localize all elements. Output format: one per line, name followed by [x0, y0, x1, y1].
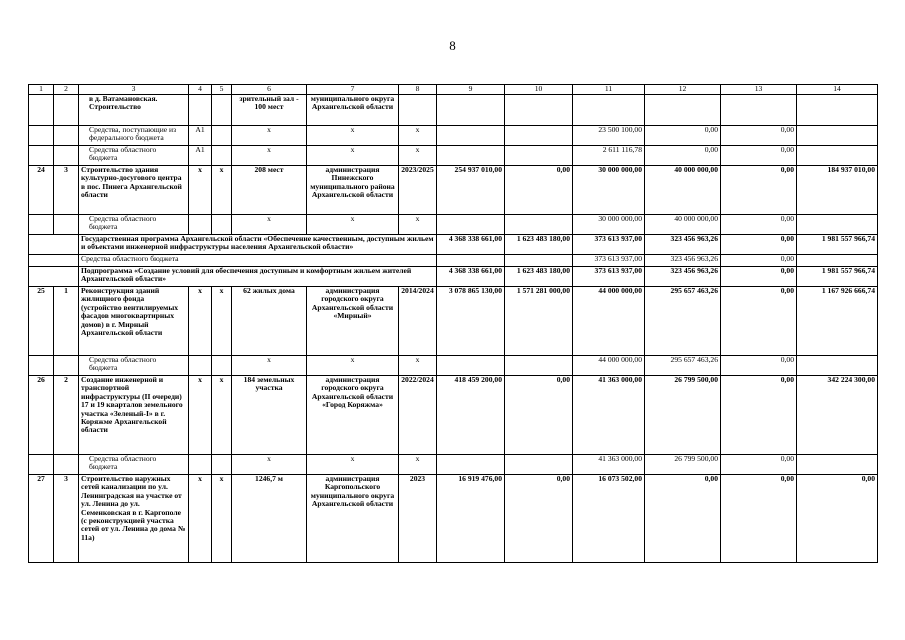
- remaining-cost: [797, 126, 878, 146]
- item-name: Средства областного бюджета: [79, 146, 189, 166]
- period: х: [399, 356, 437, 376]
- year-2023: 41 363 000,00: [573, 455, 645, 475]
- customer: х: [307, 356, 399, 376]
- capacity: зрительный зал - 100 мест: [232, 95, 307, 126]
- row-number: [29, 146, 54, 166]
- year-2025: 0,00: [721, 455, 797, 475]
- row-number: [29, 356, 54, 376]
- empty-cell: [29, 267, 79, 287]
- year-2025: 0,00: [721, 146, 797, 166]
- year-2023: 44 000 000,00: [573, 287, 645, 356]
- table-row: [29, 475, 878, 563]
- item-number: [54, 215, 79, 235]
- summary-title: Средства областного бюджета: [79, 255, 437, 267]
- period: 2022/2024: [399, 376, 437, 455]
- period: х: [399, 215, 437, 235]
- total-cost: [437, 126, 505, 146]
- total-cost: 4 368 338 661,00: [437, 267, 505, 287]
- year-2024: 295 657 463,26: [645, 287, 721, 356]
- customer: администрация Пинежского муниципального района Архангельской области: [307, 166, 399, 215]
- year-2024: 26 799 500,00: [645, 455, 721, 475]
- year-2024: 323 456 963,26: [645, 235, 721, 255]
- row-number: [29, 215, 54, 235]
- column-number: 12: [645, 85, 721, 95]
- column-number: 9: [437, 85, 505, 95]
- col-5: [212, 356, 232, 376]
- funding-code: А1: [189, 146, 212, 166]
- year-2023: 2 611 116,78: [573, 146, 645, 166]
- year-2025: 0,00: [721, 267, 797, 287]
- column-number: 13: [721, 85, 797, 95]
- year-2024: 323 456 963,26: [645, 255, 721, 267]
- funding-code: х: [189, 475, 212, 563]
- year-2024: 0,00: [645, 126, 721, 146]
- capacity: х: [232, 215, 307, 235]
- item-name: Строительство наружных сетей канализации по ул. Ленинградская на участке от ул. Ленина до ул. Семенковская в г. Каргополе (с реконструкцией участка сетей от ул. Ленина до дома № 11а): [79, 475, 189, 563]
- col-5: х: [212, 166, 232, 215]
- remaining-cost: [797, 215, 878, 235]
- year-2025: 0,00: [721, 255, 797, 267]
- year-2023: 30 000 000,00: [573, 215, 645, 235]
- funding-code: х: [189, 166, 212, 215]
- row-number: [29, 455, 54, 475]
- capacity: 1246,7 м: [232, 475, 307, 563]
- page-number: 8: [449, 38, 456, 53]
- period: [399, 95, 437, 126]
- year-2025: 0,00: [721, 376, 797, 455]
- item-number: [54, 455, 79, 475]
- item-name: Строительство здания культурно-досугового центра в пос. Пинега Архангельской области: [79, 166, 189, 215]
- year-2024: 26 799 500,00: [645, 376, 721, 455]
- period: х: [399, 146, 437, 166]
- item-number: [54, 95, 79, 126]
- item-name: в д. Ватамановская. Строительство: [79, 95, 189, 126]
- year-2024: 295 657 463,26: [645, 356, 721, 376]
- subprogram-row: [29, 267, 878, 287]
- item-number: [54, 126, 79, 146]
- capacity: 184 земельных участка: [232, 376, 307, 455]
- capacity: х: [232, 356, 307, 376]
- column-number: 6: [232, 85, 307, 95]
- column-number: 5: [212, 85, 232, 95]
- funding-code: [189, 215, 212, 235]
- total-cost: 3 078 865 130,00: [437, 287, 505, 356]
- funding-code: [189, 356, 212, 376]
- item-number: 1: [54, 287, 79, 356]
- capacity: х: [232, 455, 307, 475]
- col-5: [212, 126, 232, 146]
- item-number: [54, 356, 79, 376]
- capacity: 62 жилых дома: [232, 287, 307, 356]
- row-number: [29, 95, 54, 126]
- year-2024: [645, 95, 721, 126]
- customer: администрация городского округа Архангельской области «Город Коряжма»: [307, 376, 399, 455]
- remaining-cost: 184 937 010,00: [797, 166, 878, 215]
- customer: х: [307, 146, 399, 166]
- year-2023: [573, 95, 645, 126]
- remaining-cost: 1 981 557 966,74: [797, 235, 878, 255]
- item-number: 3: [54, 475, 79, 563]
- item-number: 2: [54, 376, 79, 455]
- spent-before: 0,00: [505, 376, 573, 455]
- funding-source-row: [29, 95, 878, 126]
- spent-before: 1 623 483 180,00: [505, 267, 573, 287]
- column-number: 2: [54, 85, 79, 95]
- funding-code: х: [189, 287, 212, 356]
- summary-title: Государственная программа Архангельской области «Обеспечение качественным, доступным жильем и объектами инженерной инфраструктуры населения Архангельской области»: [79, 235, 437, 255]
- year-2025: 0,00: [721, 287, 797, 356]
- year-2023: 373 613 937,00: [573, 255, 645, 267]
- funding-code: [189, 455, 212, 475]
- capacity: х: [232, 126, 307, 146]
- remaining-cost: [797, 95, 878, 126]
- item-name: Средства областного бюджета: [79, 356, 189, 376]
- col-5: [212, 215, 232, 235]
- column-number: 11: [573, 85, 645, 95]
- spent-before: [505, 356, 573, 376]
- year-2023: 30 000 000,00: [573, 166, 645, 215]
- year-2023: 373 613 937,00: [573, 267, 645, 287]
- year-2023: 23 500 100,00: [573, 126, 645, 146]
- table-row: [29, 166, 878, 215]
- col-5: [212, 95, 232, 126]
- customer: х: [307, 455, 399, 475]
- remaining-cost: [797, 255, 878, 267]
- total-cost: 254 937 010,00: [437, 166, 505, 215]
- funding-code: [189, 95, 212, 126]
- funding-source-row: [29, 455, 878, 475]
- year-2024: 323 456 963,26: [645, 267, 721, 287]
- period: х: [399, 126, 437, 146]
- capacity: 208 мест: [232, 166, 307, 215]
- total-cost: [437, 215, 505, 235]
- total-cost: 418 459 200,00: [437, 376, 505, 455]
- customer: муниципального округа Архангельской области: [307, 95, 399, 126]
- row-number: 25: [29, 287, 54, 356]
- period: 2014/2024: [399, 287, 437, 356]
- column-number: 1: [29, 85, 54, 95]
- empty-cell: [29, 255, 79, 267]
- spent-before: 0,00: [505, 166, 573, 215]
- period: 2023/2025: [399, 166, 437, 215]
- year-2025: 0,00: [721, 475, 797, 563]
- year-2025: 0,00: [721, 215, 797, 235]
- column-number: 8: [399, 85, 437, 95]
- col-5: [212, 455, 232, 475]
- col-5: х: [212, 376, 232, 455]
- table-row: [29, 287, 878, 356]
- remaining-cost: 0,00: [797, 475, 878, 563]
- col-5: х: [212, 475, 232, 563]
- total-cost: [437, 255, 505, 267]
- funding-source-row: [29, 356, 878, 376]
- total-cost: 4 368 338 661,00: [437, 235, 505, 255]
- spent-before: 1 623 483 180,00: [505, 235, 573, 255]
- remaining-cost: 1 167 926 666,74: [797, 287, 878, 356]
- customer: х: [307, 215, 399, 235]
- year-2025: 0,00: [721, 235, 797, 255]
- spent-before: [505, 215, 573, 235]
- customer: администрация городского округа Архангельской области «Мирный»: [307, 287, 399, 356]
- table-row: [29, 376, 878, 455]
- remaining-cost: 1 981 557 966,74: [797, 267, 878, 287]
- funding-source-row: [29, 215, 878, 235]
- spent-before: [505, 255, 573, 267]
- total-cost: [437, 95, 505, 126]
- spent-before: 0,00: [505, 475, 573, 563]
- spent-before: [505, 95, 573, 126]
- year-2024: 40 000 000,00: [645, 215, 721, 235]
- funding-code: х: [189, 376, 212, 455]
- item-name: Реконструкция зданий жилищного фонда (устройство вентилируемых фасадов многоквартирных домов) в г. Мирный Архангельской области: [79, 287, 189, 356]
- remaining-cost: [797, 356, 878, 376]
- year-2024: 0,00: [645, 146, 721, 166]
- state-program-row: [29, 235, 878, 255]
- col-5: [212, 146, 232, 166]
- row-number: 26: [29, 376, 54, 455]
- spent-before: [505, 126, 573, 146]
- year-2023: 44 000 000,00: [573, 356, 645, 376]
- funding-source-row: [29, 126, 878, 146]
- row-number: [29, 126, 54, 146]
- row-number: 27: [29, 475, 54, 563]
- funding-source-row: [29, 146, 878, 166]
- year-2024: 0,00: [645, 475, 721, 563]
- year-2025: 0,00: [721, 126, 797, 146]
- year-2023: 41 363 000,00: [573, 376, 645, 455]
- year-2023: 373 613 937,00: [573, 235, 645, 255]
- total-cost: 16 919 476,00: [437, 475, 505, 563]
- capacity: х: [232, 146, 307, 166]
- spent-before: 1 571 281 000,00: [505, 287, 573, 356]
- total-cost: [437, 146, 505, 166]
- column-number: 7: [307, 85, 399, 95]
- remaining-cost: [797, 146, 878, 166]
- remaining-cost: [797, 455, 878, 475]
- item-name: Средства областного бюджета: [79, 455, 189, 475]
- year-2023: 16 073 502,00: [573, 475, 645, 563]
- empty-cell: [29, 235, 79, 255]
- funding-code: А1: [189, 126, 212, 146]
- spent-before: [505, 455, 573, 475]
- item-name: Средства областного бюджета: [79, 215, 189, 235]
- item-name: Создание инженерной и транспортной инфраструктуры (II очереди) 17 и 19 кварталов земельного участка «Зеленый-I» в г. Коряжме Архангельской области: [79, 376, 189, 455]
- budget-table: [28, 84, 878, 563]
- state-program-source-row: [29, 255, 878, 267]
- period: 2023: [399, 475, 437, 563]
- year-2025: [721, 95, 797, 126]
- total-cost: [437, 455, 505, 475]
- remaining-cost: 342 224 300,00: [797, 376, 878, 455]
- column-number: 14: [797, 85, 878, 95]
- total-cost: [437, 356, 505, 376]
- row-number: 24: [29, 166, 54, 215]
- customer: администрация Каргопольского муниципального округа Архангельской области: [307, 475, 399, 563]
- year-2025: 0,00: [721, 166, 797, 215]
- period: х: [399, 455, 437, 475]
- item-number: [54, 146, 79, 166]
- column-number: 3: [79, 85, 189, 95]
- customer: х: [307, 126, 399, 146]
- item-name: Средства, поступающие из федерального бюджета: [79, 126, 189, 146]
- col-5: х: [212, 287, 232, 356]
- spent-before: [505, 146, 573, 166]
- summary-title: Подпрограмма «Создание условий для обеспечения доступным и комфортным жильем жителей Архангельской области»: [79, 267, 437, 287]
- item-number: 3: [54, 166, 79, 215]
- year-2025: 0,00: [721, 356, 797, 376]
- year-2024: 40 000 000,00: [645, 166, 721, 215]
- column-number-header: [29, 85, 878, 95]
- column-number: 10: [505, 85, 573, 95]
- column-number: 4: [189, 85, 212, 95]
